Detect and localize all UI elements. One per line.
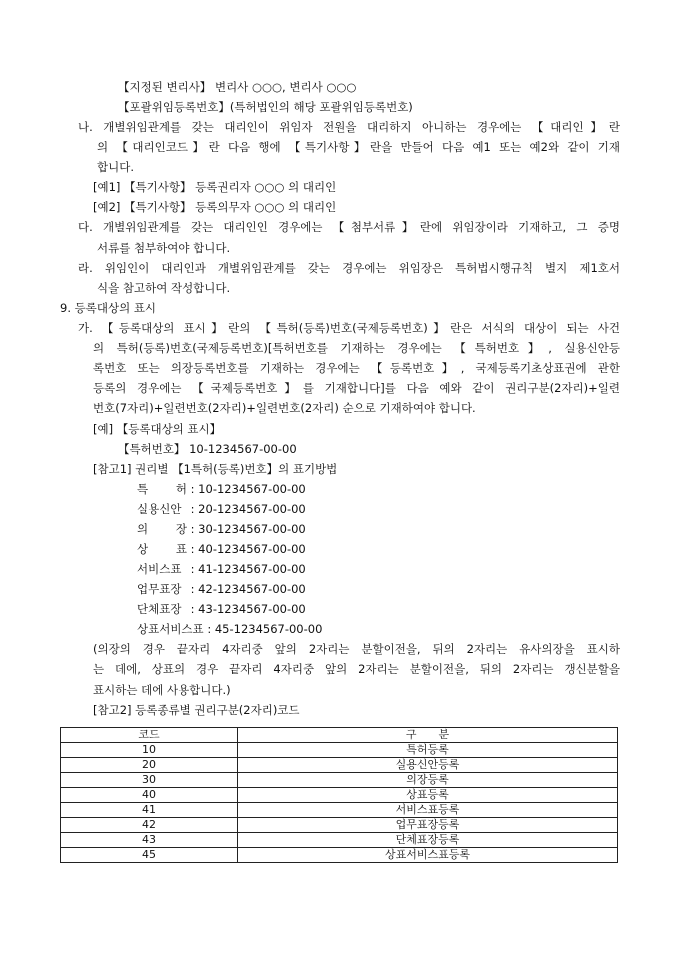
rights-code-table <box>60 727 618 863</box>
code-example: 실용신안 : 20-1234567-00-00 <box>137 502 306 516</box>
text-line: 식을 참고하여 작성합니다. <box>97 281 231 295</box>
text-line: 표시하는 데에 사용합니다.) <box>93 683 231 697</box>
text-line: (의장의 경우 끝자리 4자리중 앞의 2자리는 분할이전을, 뒤의 2자리는 유사의장을 표시하 <box>93 642 620 656</box>
cell-category: 업무표장등록 <box>238 818 618 833</box>
text-line: 【포괄위임등록번호】(특허법인의 해당 포괄위임등록번호) <box>118 100 413 114</box>
text-line: 다. 개별위임관계를 갖는 대리인인 경우에는 【첨부서류】란에 위임장이라 기재하고, 그 증명 <box>78 220 620 234</box>
table-row <box>61 803 618 818</box>
table-row <box>61 743 618 758</box>
table-row <box>61 848 618 863</box>
text-line: 【지정된 변리사】 변리사 ○○○, 변리사 ○○○ <box>118 80 357 94</box>
code-example: 특 허 : 10-1234567-00-00 <box>137 482 306 496</box>
code-example: 의 장 : 30-1234567-00-00 <box>137 522 306 536</box>
table-row <box>61 758 618 773</box>
cell-category: 의장등록 <box>238 773 618 788</box>
text-line: 의 【대리인코드】란 다음 행에 【특기사항】란을 만들어 다음 예1 또는 예2와 같이 기재 <box>97 140 620 154</box>
text-line: [예2] 【특기사항】 등록의무자 ○○○ 의 대리인 <box>93 200 337 214</box>
table-row <box>61 773 618 788</box>
cell-code: 42 <box>61 818 238 833</box>
text-line: 나. 개별위임관계를 갖는 대리인이 위임자 전원을 대리하지 아니하는 경우에는 【대리인】란 <box>78 120 620 134</box>
cell-code: 40 <box>61 788 238 803</box>
table-row <box>61 788 618 803</box>
cell-code: 43 <box>61 833 238 848</box>
text-line: 등록의 경우에는 【국제등록번호】를 기재합니다]를 다음 예와 같이 권리구분(2자리)+일련 <box>93 381 620 395</box>
cell-code: 41 <box>61 803 238 818</box>
text-line: [예1] 【특기사항】 등록권리자 ○○○ 의 대리인 <box>93 180 337 194</box>
text-line: 록번호 또는 의장등록번호를 기재하는 경우에는 【등록번호】, 국제등록기초상표권에 관한 <box>93 361 620 375</box>
section-heading: 9. 등록대상의 표시 <box>60 301 157 315</box>
cell-code: 20 <box>61 758 238 773</box>
text-line: 【특허번호】 10-1234567-00-00 <box>118 442 297 456</box>
code-example: 상 표 : 40-1234567-00-00 <box>137 542 306 556</box>
table-header-row <box>61 728 618 743</box>
text-line: 는 데에, 상표의 경우 끝자리 4자리중 앞의 2자리는 분할이전을, 뒤의 2자리는 갱신분할을 <box>93 662 620 676</box>
code-example: 상표서비스표 : 45-1234567-00-00 <box>137 622 323 636</box>
header-code: 코드 <box>61 728 238 743</box>
text-line: 가. 【등록대상의 표시】란의 【특허(등록)번호(국제등록번호)】란은 서식의 대상이 되는 사건 <box>78 321 620 335</box>
text-line: 라. 위임인이 대리인과 개별위임관계를 갖는 경우에는 위임장은 특허법시행규칙 별지 제1호서 <box>78 261 620 275</box>
table-row <box>61 833 618 848</box>
cell-category: 서비스표등록 <box>238 803 618 818</box>
text-line: 서류를 첨부하여야 합니다. <box>97 241 231 255</box>
text-line: 의 특허(등록)번호(국제등록번호)[특허번호를 기재하는 경우에는 【특허번호】, 실용신안등 <box>93 341 620 355</box>
table-row <box>61 818 618 833</box>
code-example: 서비스표 : 41-1234567-00-00 <box>137 562 306 576</box>
cell-category: 특허등록 <box>238 743 618 758</box>
cell-code: 45 <box>61 848 238 863</box>
cell-category: 상표서비스표등록 <box>238 848 618 863</box>
text-line: [참고1] 권리별 【1특허(등록)번호】의 표기방법 <box>93 462 338 476</box>
cell-category: 단체표장등록 <box>238 833 618 848</box>
text-line: [예] 【등록대상의 표시】 <box>93 422 222 436</box>
cell-category: 실용신안등록 <box>238 758 618 773</box>
code-example: 단체표장 : 43-1234567-00-00 <box>137 602 306 616</box>
cell-code: 10 <box>61 743 238 758</box>
code-example: 업무표장 : 42-1234567-00-00 <box>137 582 306 596</box>
cell-category: 상표등록 <box>238 788 618 803</box>
header-category: 구 분 <box>238 728 618 743</box>
text-line: [참고2] 등록종류별 권리구분(2자리)코드 <box>93 703 300 717</box>
text-line: 번호(7자리)+일련번호(2자리)+일련번호(2자리) 순으로 기재하여야 합니다. <box>93 401 476 415</box>
cell-code: 30 <box>61 773 238 788</box>
text-line: 합니다. <box>97 160 134 174</box>
